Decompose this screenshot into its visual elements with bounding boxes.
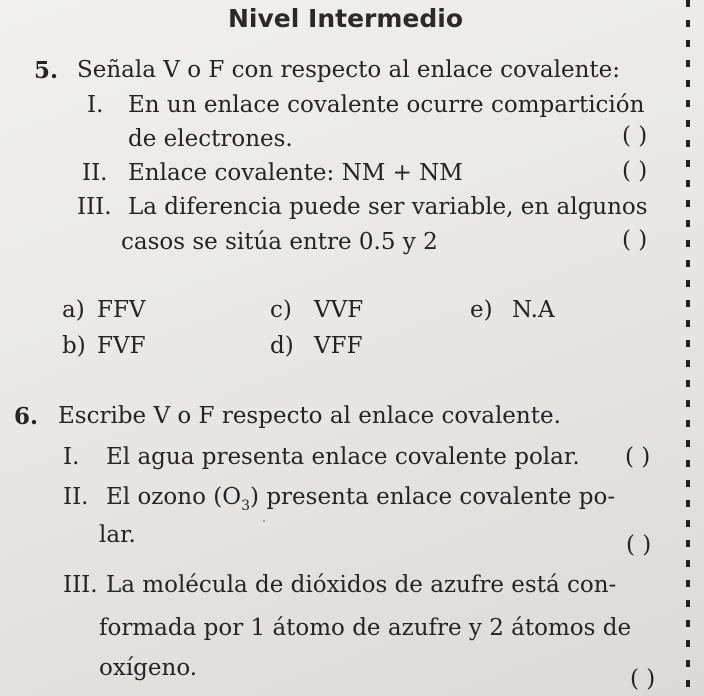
- statement-text-cont: de electrones.: [128, 126, 293, 152]
- option-text: FFV: [97, 297, 146, 323]
- statement-roman: I.: [63, 444, 80, 470]
- option-letter: a): [62, 297, 85, 323]
- statement-text-cont: oxígeno.: [99, 655, 198, 681]
- statement-text: El ozono $(O_3)$ presenta enlace covalente po-: [106, 484, 616, 514]
- statement-text-post: presenta enlace covalente po-: [266, 484, 616, 510]
- question-prompt: Señala V o F con respecto al enlace covalente:: [77, 57, 620, 83]
- statement-roman: III.: [77, 194, 112, 220]
- statement-text: La molécula de dióxidos de azufre está con-: [106, 572, 617, 598]
- option-letter: d): [270, 333, 294, 359]
- statement-roman: III.: [63, 572, 98, 598]
- statement-text-cont: lar.: [99, 522, 136, 548]
- statement-text: Enlace covalente: NM + NM: [128, 160, 463, 186]
- page-edge-dashed-line: [686, 0, 690, 696]
- answer-blank[interactable]: ( ): [626, 532, 652, 558]
- option-text: VVF: [314, 297, 364, 323]
- ozone-formula: [222, 484, 251, 514]
- option-text: VFF: [314, 333, 363, 359]
- section-heading: Nivel Intermedio: [228, 4, 463, 33]
- statement-text: El agua presenta enlace covalente polar.: [106, 444, 580, 470]
- answer-blank[interactable]: ( ): [622, 123, 648, 149]
- question-prompt: Escribe V o F respecto al enlace covalente.: [58, 403, 561, 429]
- question-number: 5.: [34, 57, 59, 84]
- statement-roman: II.: [82, 160, 108, 186]
- statement-text-pre: El ozono: [106, 484, 206, 510]
- statement-text: En un enlace covalente ocurre compartición: [128, 92, 645, 118]
- answer-blank[interactable]: ( ): [622, 158, 648, 184]
- statement-text: La diferencia puede ser variable, en algunos: [128, 194, 648, 220]
- option-text: N.A: [512, 297, 555, 323]
- answer-blank[interactable]: ( ): [630, 666, 656, 692]
- statement-roman: II.: [63, 484, 89, 510]
- option-text: FVF: [97, 333, 146, 359]
- formula-subscript: 3: [241, 498, 251, 514]
- option-letter: c): [270, 297, 292, 323]
- paper-speck: [263, 520, 265, 522]
- formula-base: O: [222, 484, 242, 510]
- answer-blank[interactable]: ( ): [622, 227, 648, 253]
- question-number: 6.: [14, 403, 39, 430]
- option-letter: e): [470, 297, 493, 323]
- statement-roman: I.: [87, 92, 104, 118]
- answer-blank[interactable]: ( ): [625, 444, 651, 470]
- option-letter: b): [62, 333, 86, 359]
- statement-text-cont: formada por 1 átomo de azufre y 2 átomos de: [99, 615, 632, 641]
- statement-text-cont: casos se sitúa entre 0.5 y 2: [121, 229, 438, 255]
